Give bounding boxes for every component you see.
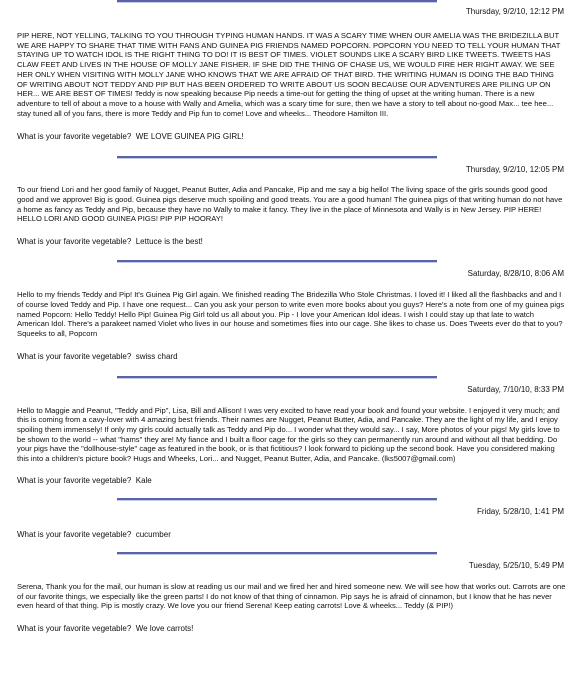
entry-divider xyxy=(0,376,580,380)
entry-timestamp: Thursday, 9/2/10, 12:12 PM xyxy=(465,7,564,16)
entry-message: To our friend Lori and her good family of Nugget, Peanut Butter, Adia and Pancake, Pip and me say a big hello! The living space of the girls sounds good good good and we approve! Big is good. Guinea pigs deserve much spoiling and good treats. You are a good human! The guinea pigs of that writing human do not have a home as fancy as Teddy and Pip, because they have no Wally to make it fancy. They live in the place of Minnesota and Wally is in New Jersey. PIP HERE! HELLO LORI AND GOOD GUINEA PIGS! PIP PIP HOORAY! xyxy=(17,185,563,224)
entry-divider xyxy=(0,260,580,264)
entry-divider xyxy=(0,552,580,556)
entry-timestamp: Tuesday, 5/25/10, 5:49 PM xyxy=(468,560,564,570)
entry-question xyxy=(0,132,580,142)
entry-timestamp: Friday, 5/28/10, 1:41 PM xyxy=(476,506,564,516)
entry-divider xyxy=(0,498,580,502)
entry-divider xyxy=(0,156,580,160)
question-answer: cucumber xyxy=(135,529,171,539)
entry-question xyxy=(0,476,580,486)
entry-question xyxy=(0,237,580,247)
question-answer: Kale xyxy=(135,475,152,485)
entry-question xyxy=(0,352,580,362)
entry-timestamp: Thursday, 9/2/10, 12:05 PM xyxy=(465,165,564,175)
guestbook-entry xyxy=(0,7,580,142)
guestbook-entry xyxy=(0,385,580,486)
question-label: What is your favorite vegetable? xyxy=(17,132,132,142)
question-answer: WE LOVE GUINEA PIG GIRL! xyxy=(135,132,244,142)
question-label: What is your favorite vegetable? xyxy=(17,475,132,485)
guestbook-entry xyxy=(0,269,580,362)
entry-message: PIP HERE, NOT YELLING, TALKING TO YOU THROUGH TYPING HUMAN HANDS. IT WAS A SCARY TIME WHEN OUR AMELIA WAS THE BRIDEZILLA BUT WE ARE HAPPY TO SHARE THAT TIME WITH FANS AND GUINEA PIG FRIENDS NAMED POPCORN. POPCORN YOU NEED TO TELL YOUR HUMAN THAT STAYING UP TO WATCH IDOL IS THE RIGHT THING TO DO! IT IS BEST OF TIMES. VIOLET SOUNDS LIKE A SCARY BIRD LIKE TWEETS. TWEETS HAS CLAW FEET AND LIVES IN THE HOUSE OF MOLLY JANE FISHER. IF SHE DID THE THING OF CHASE US, WE WOULD FIRE HER RIGHT AWAY. WE SEE HER ONLY WHEN VISITING WITH MOLLY JANE WHO KNOWS THAT WE ARE AFRAID OF THAT BIRD. THE WRITING HUMAN IS DOING THE BAD THING OF WRITING ABOUT NOT TEDDY AND PIP BUT HAS BEEN ORDERED TO WRITE ABOUT US SOON BECAUSE OUR ADVENTURES ARE PILING UP ON HER... WE ARE BEST OF TIMES! Teddy is now speaking because Pip needs a time-out for getting the thing of upset at the writing human. There is a new adventure to tell of about a move to a house with Wally and Amelia, which was a scary time for sure, then we have a story to tell about no-good Max... tee hee... stay tuned all of you fans, there is more Teddy and Pip fun to come! Love and wheeks... Theodore Hamilton III. xyxy=(17,31,561,118)
entry-question xyxy=(0,624,580,634)
guestbook-entry xyxy=(0,165,580,247)
question-answer: We love carrots! xyxy=(135,623,194,633)
entry-question xyxy=(0,530,580,540)
question-answer: swiss chard xyxy=(135,351,178,361)
entry-timestamp: Saturday, 8/28/10, 8:06 AM xyxy=(467,269,564,279)
question-label: What is your favorite vegetable? xyxy=(17,351,132,361)
guestbook-entry xyxy=(0,561,580,634)
question-label: What is your favorite vegetable? xyxy=(17,237,132,247)
question-answer: Lettuce is the best! xyxy=(135,237,203,247)
entry-message: Hello to Maggie and Peanut, "Teddy and Pip", Lisa, Bill and Allison! I was very excited to have read your book and found your website. I enjoyed it very much; and this is coming from a cavy-lover with 4 amazing best friends. Their names are Nugget, Peanut Butter, Adia, and Pancake. They are the light of my life, and I enjoy spoiling them immensely! If only my girls could actually talk as Teddy and Pip do... I wonder what they would say... I say, More photos of your pigs! My girls love to be shown to the world -- what "hams" they are! My fiance and I built a floor cage for the girls so they can permanently run around and without all that bedding. Do your pigs have the "dollhouse-style" cage as featured in the book, or is that fictitious? I look forward to picking up the second book. Have you considered making this into a children's picture book? Hugs and Wheeks, Lori... and Nugget, Peanut Butter, Adia, and Pancake. (lks5007@gmail.com) xyxy=(17,405,560,464)
entry-timestamp: Saturday, 7/10/10, 8:33 PM xyxy=(467,384,564,394)
question-label: What is your favorite vegetable? xyxy=(17,623,132,633)
guestbook-entry xyxy=(0,507,580,540)
entry-message: Hello to my friends Teddy and Pip! It's Guinea Pig Girl again. We finished reading The Bridezilla Who Stole Christmas. I loved it! I liked all the flashbacks and and I of course loved Teddy and Pip. I have one request... Can you ask your person to write even more books about you guys? Here's a note from one of my guinea pigs named Popcorn: Hello Teddy! Hello Pip! Guinea Pig Girl told us all about you. Pip - I love your American Idol ideas. I wish I could stay up that late to watch American Idol. There's a parakeet named Violet who lives in our house and sometimes flies into our cage. She likes to chase us. Does Tweets ever do that to you? Squeeks to all, Popcorn xyxy=(17,290,565,338)
entry-message: Serena, Thank you for the mail, our human is slow at reading us our mail and we fired her and hired someone new. We will see how that works out. Carrots are one of our favorite things, we especially like the green parts! I do not know of that thing of cinnamon. Pip says he is afraid of cinnamon, but I know that he has never even heard of that thing. Pip is mostly crazy. We love you our friend Serena! Keep eating carrots! Love & wheeks... Teddy (& PIP!) xyxy=(17,581,566,611)
entry-divider xyxy=(0,0,580,3)
question-label: What is your favorite vegetable? xyxy=(17,529,132,539)
